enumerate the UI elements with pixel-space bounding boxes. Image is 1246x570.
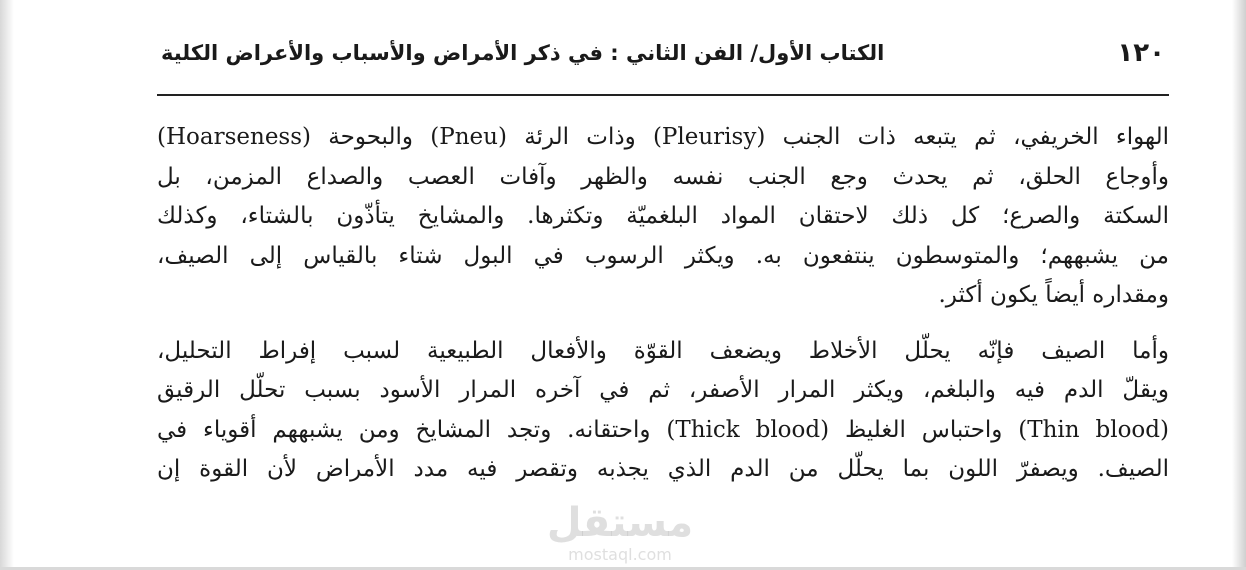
left-page-shadow bbox=[0, 0, 14, 570]
text-line: الصيف. ويصفرّ اللون بما يحلّل من الدم الذي يجذبه وتقصر فيه مدد الأمراض لأن القوة إن bbox=[157, 456, 1169, 482]
text-line: وأما الصيف فإنّه يحلّل الأخلاط ويضعف القوّة والأفعال الطبيعية لسبب إفراط التحليل، bbox=[157, 337, 1169, 364]
paragraph-gap bbox=[157, 316, 1169, 332]
text-line: ومقداره أيضاً يكون أكثر. bbox=[938, 282, 1169, 308]
header-rule bbox=[157, 94, 1169, 96]
text-line: السكتة والصرع؛ كل ذلك لاحتقان المواد البلغميّة وتكثرها. والمشايخ يتأذّون بالشتاء، وكذلك bbox=[157, 203, 1169, 229]
paragraph-1 bbox=[157, 118, 1169, 316]
running-title: الكتاب الأول/ الفن الثاني : في ذكر الأمراض والأسباب والأعراض الكلية bbox=[161, 41, 885, 65]
paragraph-2 bbox=[157, 332, 1169, 490]
page-body bbox=[157, 118, 1169, 490]
svg-text:mostaql.com: mostaql.com bbox=[568, 545, 672, 564]
text-line: (Thin blood) واحتباس الغليظ (Thick blood) واحتقانه. وتجد المشايخ ومن يشبههم أقوياء في bbox=[157, 416, 1169, 443]
page-header bbox=[157, 30, 1169, 80]
right-page-shadow bbox=[1232, 0, 1246, 570]
text-line: من يشبههم؛ والمتوسطون ينتفعون به. ويكثر الرسوب في البول شتاء بالقياس إلى الصيف، bbox=[157, 242, 1169, 269]
text-line: وأوجاع الحلق، ثم يحدث وجع الجنب نفسه والظهر وآفات العصب والصداع المزمن، بل bbox=[157, 163, 1169, 190]
text-line: ويقلّ الدم فيه والبلغم، ويكثر المرار الأصفر، ثم في آخره المرار الأسود بسبب تحلّل الرقيق bbox=[157, 377, 1169, 403]
text-line: الهواء الخريفي، ثم يتبعه ذات الجنب (Pleurisy) وذات الرئة (Pneu) والبحوحة (Hoarseness) bbox=[157, 124, 1170, 150]
svg-text:مستقل: مستقل bbox=[546, 500, 694, 546]
watermark-logo bbox=[520, 488, 720, 568]
page-number: ١٢٠ bbox=[1117, 38, 1165, 68]
